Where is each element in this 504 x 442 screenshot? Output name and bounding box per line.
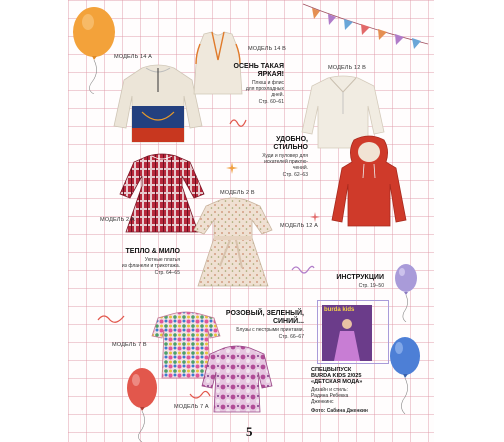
autumn-pages: Стр. 60–61 — [258, 99, 284, 105]
model-label-2b: МОДЕЛЬ 2 В — [220, 190, 255, 196]
model-label-2a: МОДЕЛЬ 2 А — [100, 217, 135, 223]
model-label-12b: МОДЕЛЬ 12 В — [328, 65, 366, 71]
comfy-title-line2: СТИЛЬНО — [273, 144, 308, 151]
colors-title-line2: СИНИЙ... — [272, 318, 304, 325]
special-body-line1: Дизайн и стиль: — [311, 387, 348, 393]
warm-body-line2: из фланели и трикотажа. — [121, 263, 180, 269]
autumn-title-line1: ОСЕНЬ ТАКАЯ — [233, 63, 284, 70]
cover-logo: burda kids — [324, 307, 355, 313]
confetti-squiggle — [96, 310, 126, 326]
colors-title-line1: РОЗОВЫЙ, ЗЕЛЕНЫЙ, — [225, 310, 304, 317]
comfy-body-line3: чений. — [292, 165, 308, 171]
warm-body-line1: Уютные платья — [144, 257, 180, 263]
comfy-pages: Стр. 62–63 — [282, 172, 308, 178]
autumn-body-line3: дней. — [271, 92, 284, 98]
special-body-line3: Дженкинс — [311, 399, 334, 405]
special-body-line2: Радина Ребекка — [311, 393, 349, 399]
instructions-title: ИНСТРУКЦИИ — [336, 274, 384, 281]
warm-title: ТЕПЛО & МИЛО — [125, 248, 180, 255]
cover-girl-figure — [332, 317, 362, 361]
model-label-14a: МОДЕЛЬ 14 А — [114, 54, 152, 60]
autumn-body-line2: для прохладных — [245, 86, 284, 92]
instructions-pages: Стр. 19–50 — [358, 283, 384, 289]
comfy-title-line1: УДОБНО, — [276, 136, 308, 143]
model-label-7a: МОДЕЛЬ 7 А — [174, 404, 209, 410]
colors-pages: Стр. 66–67 — [278, 334, 304, 340]
page-number: 5 — [246, 424, 253, 439]
red-hoodie-image — [330, 134, 408, 230]
balloon-blue — [386, 334, 426, 414]
floral-blouse-image — [200, 344, 274, 414]
special-title-line1: СПЕЦВЫПУСК — [311, 367, 352, 373]
balloon-purple — [392, 262, 422, 322]
sparkle-icon — [310, 212, 320, 222]
floral-dress-image — [192, 196, 274, 290]
confetti-squiggle — [228, 112, 248, 132]
magazine-page — [68, 0, 434, 442]
autumn-body-line1: Плюш и флис — [251, 80, 284, 86]
model-label-14b: МОДЕЛЬ 14 В — [248, 46, 286, 52]
special-title-line3: «ДЕТСКАЯ МОДА» — [311, 379, 363, 385]
comfy-body-line2: искателей приклю- — [264, 159, 308, 165]
colors-body: Блузы с пестрыми принтами. — [236, 327, 304, 333]
warm-pages: Стр. 64–65 — [154, 270, 180, 276]
magazine-cover-thumbnail — [322, 305, 372, 361]
model-label-12a: МОДЕЛЬ 12 А — [280, 223, 318, 229]
special-title-line2: BURDA KIDS 2/025 — [311, 373, 362, 379]
special-photo-credit: Фото: Сабина Дженкин — [311, 408, 368, 414]
balloon-red — [124, 366, 162, 442]
comfy-body-line1: Худи и пуловер для — [262, 153, 308, 159]
model-label-7b: МОДЕЛЬ 7 В — [112, 342, 147, 348]
autumn-title-line2: ЯРКАЯ! — [257, 71, 284, 78]
bunting-decoration — [298, 0, 434, 52]
